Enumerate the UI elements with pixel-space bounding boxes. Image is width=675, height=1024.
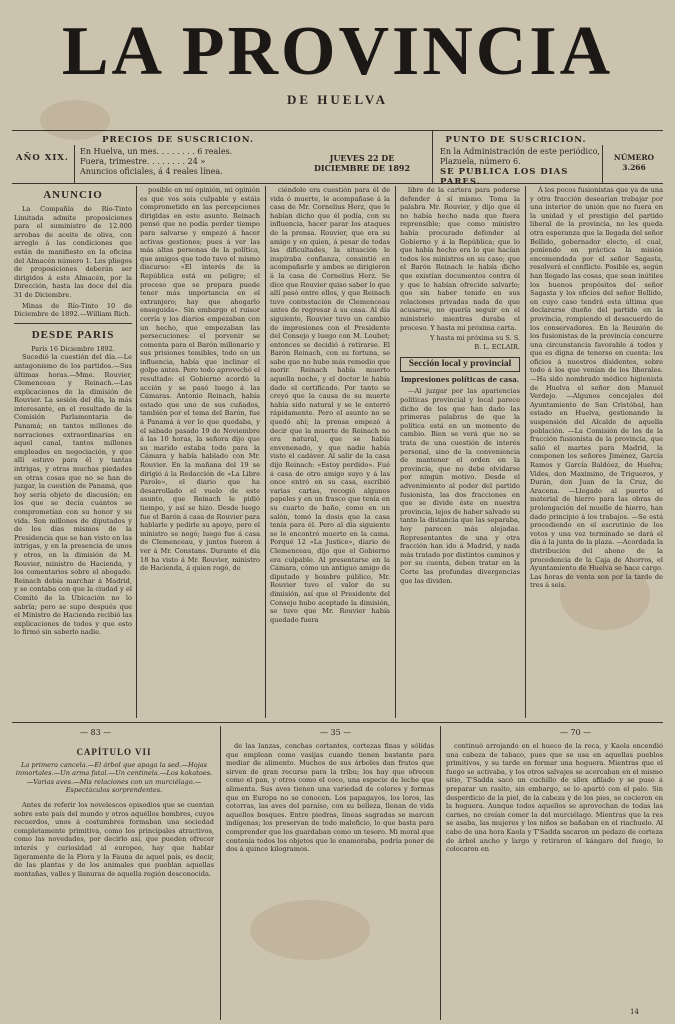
price-line: En Huelva, un mes. . . . . . . . 6 reales. — [80, 147, 233, 156]
page-number: — 83 — — [80, 728, 112, 737]
info-bar — [12, 130, 663, 187]
letter-author: B. L. ECLAIR. — [474, 342, 520, 351]
letter-closing: Y hasta mi próxima su S. S. — [430, 334, 520, 343]
chapter-summary: La primera cancela.—El árbol que apaga la sed.—Hojas inmortales.—Un arma fatal.—Un centinela.—Los kakatoes.—Varias aves.—Mis relaciones con un murciélago.—Espectáculos sorprendentes. — [15, 760, 213, 795]
impressions-text: —Al juzgar por las apariencias políticas provincial y local parece dicho de los que han dado las primeras palabras de que la política está en un momento de cambio. Bien se verá que no se trata de una cuestión de interés personal, sino de la conveniencia de mantener el orden en la provincia, que no debe olvidarse por ningún motivo. Desde el advenimiento al poder del partido fusionista, las dos fracciones en que se divide éste en nuestra provincia, lejos de haber salvado su tanto la distancia que las separaba, hoy parecen más alejadas. Representantes de una y otra fracción han ido á Madrid, y nada más tratado por distintos caminos y por su cuenta, deben tratar en la Corte las profundas divergencias que las dividen. — [400, 387, 520, 585]
section-rule — [14, 323, 132, 324]
paris-dateline: París 16 Diciembre 1892. — [31, 344, 115, 353]
serial-column-2 — [226, 742, 434, 1020]
masthead — [0, 14, 675, 108]
local-section-title: Sección local y provincial — [400, 357, 520, 372]
column-3 — [270, 186, 390, 718]
issue-number: NÚMERO 3.266 — [613, 153, 655, 172]
serial-text: continuó arrojando en el hueco de la roca, y Kaola encendió una cabeza de tabaco, pues que se usa en aquellas pueblos primitivos, y su tarde en formar una hoguera. Mientras que el fuego se activaba, y los otros salvajes se acercaban en el mismo sitio, T'Sadda sacó un cuchillo de sílex afilado y se puso á preparar un rasito, sin embargo, se lo apartó con el palo. Sin desperdicio de la piel, de la cabeza y de los pies, se cocieron en la hoguera. Aunque todos aquellos se aprovechan de todas las carnes, no creían comer la del murciélago. Mientras que la res se asaba, las mujeres y los niños se bañaban en el riachuelo. Al cabo de una hora Kaola y T'Sadda sacaron un pedazo de corteza de árbol ancho y largo y retiraron el kángaro del fuego, lo colocaron en — [446, 742, 663, 854]
point-line: En la Administración de este periódico, — [440, 147, 600, 156]
prices-title: PRECIOS DE SUSCRICION. — [102, 135, 254, 145]
announcement-text: La Compañía de Río-Tinto Limitada admite proposiciones para el suministro de 12.000 arrobas de aceite de oliva, con arreglo á las condiciones que están de manifiesto en la oficina del Almacén número 1. Los pliegos de proposiciones deberán ser dirigidos á este Almacén, por la Dirección, hasta las doce del día 31 de Diciembre. — [14, 205, 132, 299]
chapter-title: CAPÍTULO VII — [76, 747, 152, 757]
divider — [74, 145, 75, 183]
publish-days: SE PUBLICA LOS DIAS PARES. — [440, 167, 569, 187]
page-number: — 35 — — [320, 728, 352, 737]
column-1 — [14, 186, 132, 718]
page-number: — 70 — — [560, 728, 592, 737]
column-2 — [140, 186, 260, 718]
column-5 — [530, 186, 663, 718]
column-4-text: libre de la cartera para poderse defender á sí mismo. Toma la palabra Mr. Rouvier, y dijo que él no había hecho nada que fuera reprensible; que como ministro había procurado defender al Gobierno y á la República; que lo que había hecho era lo que hacían todos los ministros en su caso; que el Barón Reinach le había dicho que existían documentos contra él y que le habían ofrecido salvarlo; que sin haber tenido en sus relaciones privadas nada de que acusarse, no quería seguir en el ministerio mientras duraba el proceso. Y hasta mi próxima carta. — [400, 186, 520, 332]
year-label: AÑO XIX. — [16, 153, 69, 163]
serial-text: de las lanzas, conchas cortantes, cortezas finas y sólidas que emplean como vasijas cuando tienen bastante para mediar de alimento. Muchos de sus árboles dan frutos que sirven de gran recurso para la tribu; los hay que ofrecen como el pan, y otros como el coco, una especie de leche que alimenta. Sus aves tienen una variedad de colores y formas que en Europa no se conocen. Los papagayos, los loros, las cotorras, las aves del paraíso, con su belleza, llenan de vida aquellos bosques. Entre piedras, líneas sagradas se marcan indígenas; los preservan de todo maleficio, lo que basta para comprender que los guardaban como un tesoro. Mi moral que contenía todos los objetos que le enamoraba, podría poner de dos á quince kilogramos. — [226, 742, 434, 854]
column-rule — [220, 726, 221, 1020]
price-line: Anuncios oficiales, á 4 reales línea. — [80, 167, 223, 176]
subscription-point-title: PUNTO DE SUSCRICION. — [445, 135, 587, 145]
column-3-text: ciéndole era cuestión para él de vida ó muerte, le acompañase á la casa de Mr. Cornelius Herz, que le habían dicho que él podía, con su influencia, hacer parar los ataques de la prensa. Rouvier, que era su amigo y en quien, á pesar de todas las dificultades, la situación le inspiraba confianza, consintió en acompañarle y ambos se dirigieron á la casa de Cornelius Herz. Se dice que Rouvier quiso saber lo que allí pasó entre ellos, y que Reinach tuvo contestación de Clemenceau antes de regresar á su casa. Al día siguiente, Rouvier tuvo un cambio de impresiones con el Presidente del Consejo y luego con M. Loubet; entonces se decidió á retirarse. El Barón Reinach, con su fortuna, se sabe que no hubo más remedio que morir. Reinach había muerto aquella noche, y el doctor le había dado el certificado. Por tanto se creyó que la causa de su muerte había sido natural y se le enterró rápidamente. Pero el asunto no se quedó ahí; la prensa empezó á decir que la muerte de Reinach no era natural, que se había envenenado, y que nadie había visto el cadáver. Al salir de la casa dijo Reinach: «Estoy perdido». Fué á casa de otro amigo suyo y á las once entró en su casa, escribió varias cartas, recogió algunos papeles y en un frasco que tenía en su cuarto de baño, como en un salón, tomó la dosis que la casa tenía para él. Pero al día siguiente se le encontró muerto en la cama. Porqué 12 «La Justice», diario de Clemenceau, dijo que el Gobierno era culpable. Al presentarse en la Cámara, cómo un antiguo amigo de diputado y hombre público, Mr. Rouvier tuvo el valor de su dimisión, así que el Presidente del Consejo hubo aceptado la dimisión, se tuvo que Mr. Rouvier había quedado fuera — [270, 186, 390, 624]
divider — [602, 145, 603, 183]
column-5-text: Á los pocos fusionistas que ya de una y otra fracción desearían trabajar por una interior de unión que no fuera en la unidad y el prestigio del partido liberal de la provincia, no les queda otra esperanza que la llegada del señor Bellido, gobernador electo, el cual, poniendo en práctica la misión encomendada por el señor Sagasta, resolverá el conflicto. Posible es, según han llegado las cosas, que sean inútiles los buenos propósitos del señor Sagasta y los oficios del señor Bellido, en cuyo caso tendrá esta última que declararse dueño del partido en la provincia, rompiendo el desacuerdo de los conservadores. En la Reunión de los fusionistas de la provincia concurre una circunstancia favorable á todos y que es digna de tenerse en cuenta: los oficios á nuestros disidentes, sobre todo á los que venían de los liberales. —Ha sido nombrado médico higienista de Huelva el señor don Manuel Verdejo. —Algunos concejales del Ayuntamiento de San Cristóbal, han estado en Huelva, gestionando la suspensión del Alcalde de aquella población. —La Comisión de los de la fracción fusionista de la provincia, que salió el martes para Madrid, la componen los señores Jiménez, García Ramos y García Baldóez, de Huelva; Vides, don Maximino, de Trigueros, y Durán, don Juan de la Cruz, de Aracena. —Llegado al puerto el material de hierro para las obras de prolongación del muelle de hierro, han dado principio á los trabajos. —Se está procediendo en el escrutinio de los votos y una vez terminado se dará el día á la junta de la plaza. —Acordada la distribución del abono de la procedencia de la Caja de Ahorros, el Ayuntamiento de Huelva se hace cargo. Las horas de venta son por la tarde de tres á seis. — [530, 186, 663, 590]
divider — [432, 131, 433, 183]
serial-column-1 — [14, 742, 214, 1020]
announcement-title: ANUNCIO — [43, 189, 103, 201]
paris-title: DESDE PARIS — [31, 328, 115, 341]
serial-column-3 — [446, 742, 663, 1010]
serial-divider — [12, 722, 663, 723]
column-rule — [265, 186, 266, 718]
price-line: Fuera, trimestre. . . . . . . . 24 » — [80, 157, 206, 166]
paris-text: Sucedió la cuestión del día.—Le antagonismo de los partidos.—Sus últimas horas.—Mme. Rouvier, Clemenceau y Reinach.—Las explicaciones de la dimisión de Rouvier. La sesión del día, la más interesante, en el resultado de la Comisión Parlamentaria de Panamá; en tantos millones de narraciones extraordinarias en aquel canal, tantos millones empleados en negociación, y que allí estuvo para él y tantas intrigas, y otras muchas piedades en otras cosas que no se han de juzgar, la cuestión de Panamá, que hoy sería objeto de discusión; en los que se decía cuántos se comprometían con su honor y su vida. Son millones de diputados y de los días mismos de la Presidencia que se han visto en las intrigas, y en la presencia de unos y otros, en la dimisión de M. Rouvier, ministro de Hacienda, y los comentarios sobre el abogado. Reinach debía marchar á Madrid, y se contaba con que la ciudad y el Comité de la Ubicación no lo sabría; pero se supo después que el Ministro de Hacienda recibió las explicaciones de todos y que esto lo firmó sin saberlo nadie. — [14, 353, 132, 637]
issue-date: JUEVES 22 DE DICIEMBRE DE 1892 — [313, 153, 411, 173]
column-2-text: posible en mí opinión, mi opinión es que vos sois culpable y estáis comprometido en las percepciones dirigidas en este asunto. Reinach pensó que no podía perder tiempo para salvarse y empezó á hacer activas gestiones; pues á ver las más altas personas de la política, que amigos que todo tuvo el mismo discurso: «El interés de la República está en peligro; el proceso que se prepara puede tener más importancia en el extranjero; hay que ahogarlo enseguida». Sin embargo el ruisor corría y los diarios empezaban con un hecho, que empezaban las persecuciones: el porvenir se comenta para el Barón millonario y sus prisiones temibles, todo en un influencia, había que inclinar el golpe antes. Pero todo aprovechó el resultado: el Gobierno acordó la acción y se pasó luego á las Cámaras. Antonio Reinach, había estado que uno de sus cuñados, también por el tema del Barón, fue á Panamá á ver lo que quedaba, y el sábado pasado 19 de Noviembre á las 10 horas, la señora dijo que su marido estaba todo para la Cámara y había hablado con Mr. Rouvier. En la mañana del 19 se dirigió á la Redacción de «La Libre Parole», el diario que ha desarrollado el vuelo de este asunto, que Reinach le pidió tiempo, y así se hizo. Desde luego fue el Barón á casa de Rouvier para hablarle y pedirle su apoyo, pero el ministro se negó; luego fue á casa de Clemenceau, y juntos fueron á ver á Mr. Constans. Durante el día 18 ha visto á Mr. Rouvier, ministro de Hacienda, á quien rogó, de — [140, 186, 260, 573]
serial-text: Antes de referir los novelescos episodios que se cuentan sobre este país del mundo y otros aquéllos hombres, cuyos recuerdos, unos á costumbres formaban una sociedad completamente primitiva, como los principales atractivos, como las novedades, por decirlo así, que pueden ofrecer interés y curiosidad al europeo, hay que hablar ligeramente de la Flora y la Fauna de aquel país, es decir, de las plantas y de los animales que pueblan aquellas montañas, valles y llanuras de aquella región desconocida. — [14, 800, 214, 878]
footer-number: 14 — [630, 1008, 639, 1016]
column-rule — [136, 186, 137, 718]
column-rule — [440, 726, 441, 1020]
newspaper-title: LA PROVINCIA — [61, 13, 614, 90]
column-4 — [400, 186, 520, 718]
impressions-title: Impresiones políticas de casa. — [400, 374, 520, 384]
column-rule — [395, 186, 396, 718]
announcement-sign: Minas de Río-Tinto 10 de Diciembre de 1892.—William Rich. — [14, 301, 132, 319]
point-line: Plazuela, número 6. — [440, 157, 521, 166]
newspaper-subtitle: DE HUELVA — [286, 92, 389, 107]
column-rule — [525, 186, 526, 718]
